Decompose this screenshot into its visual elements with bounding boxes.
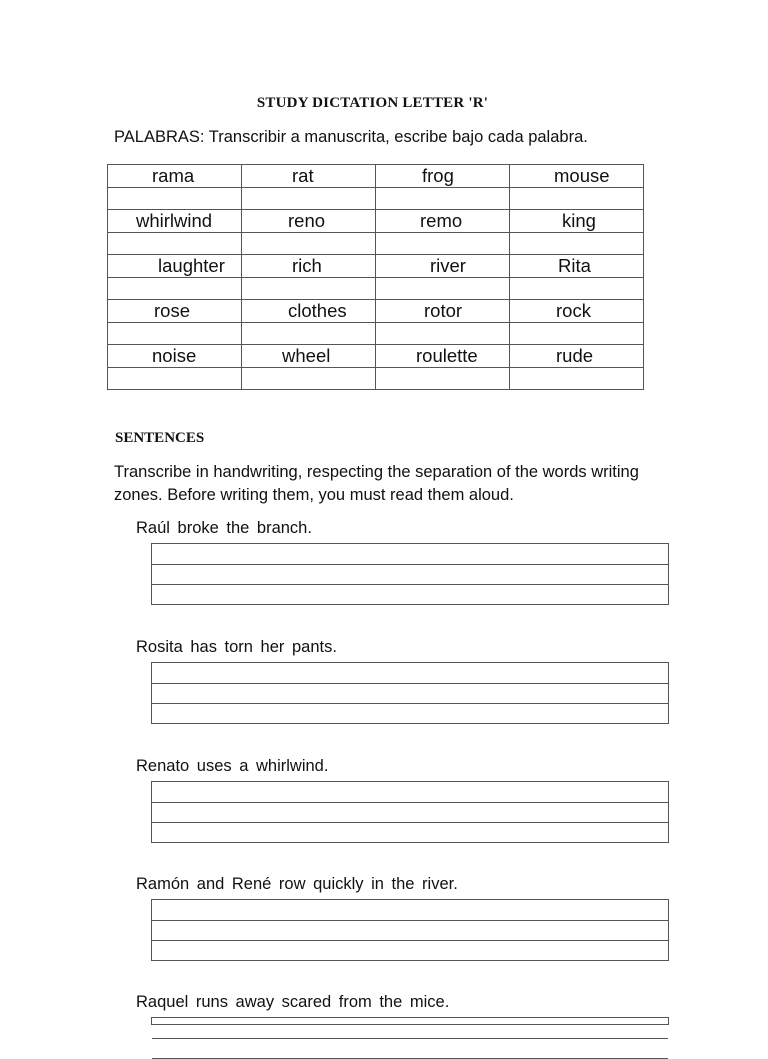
sentences-heading: SENTENCES: [115, 430, 205, 446]
word-cell: [510, 210, 644, 233]
word-cell: [242, 165, 376, 188]
sentence-prompt: Raúl broke the branch.: [136, 519, 312, 537]
word-text: river: [430, 255, 466, 276]
word-cell: [108, 210, 242, 233]
word-cell: [242, 345, 376, 368]
writing-cell[interactable]: [510, 233, 644, 255]
handwriting-line: [152, 683, 668, 684]
word-cell: [376, 345, 510, 368]
sentence-prompt: Ramón and René row quickly in the river.: [136, 875, 458, 893]
writing-cell[interactable]: [510, 323, 644, 345]
word-cell: [376, 210, 510, 233]
writing-cell[interactable]: [376, 188, 510, 210]
word-text: king: [562, 210, 596, 231]
writing-cell[interactable]: [242, 278, 376, 300]
sentences-instructions: Transcribe in handwriting, respecting the separation of the words writing zones. Before writing them, you must read them aloud.: [114, 463, 639, 504]
writing-cell[interactable]: [376, 233, 510, 255]
writing-cell[interactable]: [376, 278, 510, 300]
word-text: rude: [556, 345, 594, 366]
handwriting-box[interactable]: [151, 899, 669, 961]
word-text: rotor: [424, 300, 463, 321]
word-text: rock: [556, 300, 591, 321]
sentence-prompt: Rosita has torn her pants.: [136, 638, 337, 656]
word-cell: [510, 300, 644, 323]
sentence-prompt: Renato uses a whirlwind.: [136, 757, 329, 775]
word-cell: [242, 255, 376, 278]
handwriting-box[interactable]: [151, 662, 669, 724]
handwriting-line: [152, 584, 668, 585]
handwriting-line: [152, 802, 668, 803]
writing-cell[interactable]: [108, 368, 242, 390]
word-row: [108, 300, 644, 323]
word-text: clothes: [288, 300, 347, 321]
word-cell: [510, 255, 644, 278]
intro-instruction: PALABRAS: Transcribir a manuscrita, escribe bajo cada palabra.: [114, 128, 588, 146]
writing-cell[interactable]: [108, 233, 242, 255]
word-cell: [376, 165, 510, 188]
writing-cell[interactable]: [242, 323, 376, 345]
writing-cell[interactable]: [510, 188, 644, 210]
word-cell: [510, 165, 644, 188]
word-text: remo: [420, 210, 463, 231]
word-row: [108, 255, 644, 278]
handwriting-box[interactable]: [151, 543, 669, 605]
writing-row: [108, 323, 644, 345]
word-row: [108, 210, 644, 233]
word-row: [108, 165, 644, 188]
word-text: roulette: [416, 345, 478, 366]
worksheet-title: STUDY DICTATION LETTER 'R': [256, 95, 489, 111]
writing-cell[interactable]: [242, 188, 376, 210]
word-cell: [242, 210, 376, 233]
writing-cell[interactable]: [376, 368, 510, 390]
word-text: laughter: [158, 255, 225, 276]
word-cell: [108, 165, 242, 188]
word-text: mouse: [554, 165, 610, 186]
writing-cell[interactable]: [510, 368, 644, 390]
word-text: reno: [288, 210, 326, 231]
word-cell: [510, 345, 644, 368]
word-cell: [376, 300, 510, 323]
word-text: rose: [154, 300, 190, 321]
word-text: Rita: [558, 255, 591, 276]
writing-cell[interactable]: [510, 278, 644, 300]
handwriting-line: [152, 940, 668, 941]
handwriting-line: [152, 920, 668, 921]
handwriting-line: [152, 822, 668, 823]
word-text: rama: [152, 165, 195, 186]
word-table: [107, 164, 644, 390]
writing-cell[interactable]: [242, 233, 376, 255]
writing-row: [108, 278, 644, 300]
handwriting-box[interactable]: [151, 781, 669, 843]
word-text: frog: [422, 165, 454, 186]
writing-row: [108, 368, 644, 390]
handwriting-line: [152, 564, 668, 565]
word-cell: [108, 255, 242, 278]
sentence-prompt: Raquel runs away scared from the mice.: [136, 993, 450, 1011]
writing-cell[interactable]: [108, 323, 242, 345]
handwriting-line: [152, 703, 668, 704]
writing-cell[interactable]: [376, 323, 510, 345]
word-text: noise: [152, 345, 197, 366]
writing-row: [108, 188, 644, 210]
word-text: rat: [292, 165, 314, 186]
word-text: wheel: [282, 345, 331, 366]
writing-cell[interactable]: [108, 278, 242, 300]
word-cell: [108, 300, 242, 323]
writing-row: [108, 233, 644, 255]
writing-cell[interactable]: [108, 188, 242, 210]
word-cell: [242, 300, 376, 323]
word-cell: [376, 255, 510, 278]
word-text: rich: [292, 255, 322, 276]
handwriting-line: [152, 1038, 668, 1039]
word-text: whirlwind: [136, 210, 213, 231]
writing-cell[interactable]: [242, 368, 376, 390]
word-row: [108, 345, 644, 368]
word-cell: [108, 345, 242, 368]
